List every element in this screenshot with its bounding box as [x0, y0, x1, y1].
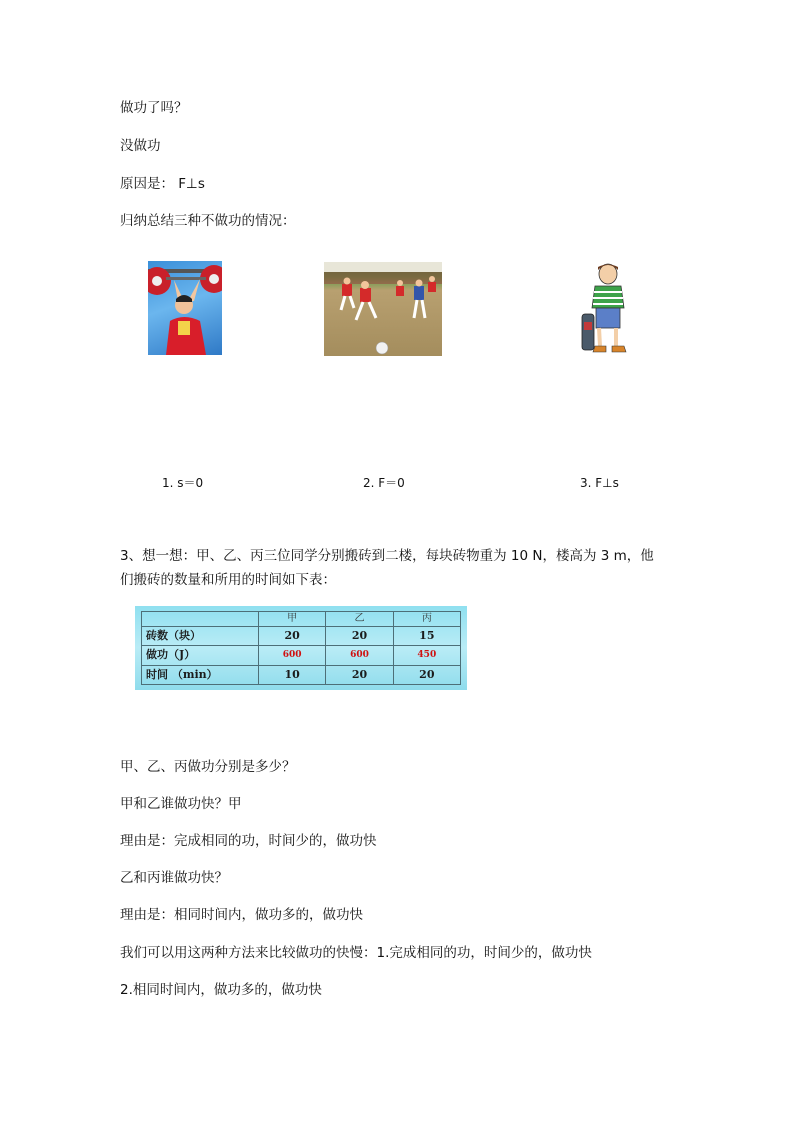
reason-yi-bing: 理由是：相同时间内，做功多的，做功快: [120, 907, 363, 923]
table-header-cell: 乙: [326, 612, 393, 627]
weightlifter-image: [148, 261, 222, 355]
table-cell: 600: [259, 646, 326, 665]
question-jia-yi: 甲和乙谁做功快？甲: [120, 796, 242, 812]
table-row: [142, 627, 461, 646]
brick-work-table: [141, 611, 461, 685]
table-header-cell: [142, 612, 259, 627]
soccer-players-image: [324, 262, 442, 356]
table-header-row: [142, 612, 461, 627]
table-cell: 20: [326, 627, 393, 646]
row-label: 砖数（块）: [142, 627, 259, 646]
question-work-amounts: 甲、乙、丙做功分别是多少？: [120, 759, 296, 775]
reason-perpendicular: 原因是： F⊥s: [120, 176, 205, 192]
table-cell: 20: [393, 665, 460, 684]
table-row: [142, 665, 461, 684]
answer-no-work: 没做功: [120, 138, 161, 154]
think-question-cont: 们搬砖的数量和所用的时间如下表：: [120, 572, 336, 588]
table-cell: 20: [326, 665, 393, 684]
table-cell: 600: [326, 646, 393, 665]
table-header-cell: 甲: [259, 612, 326, 627]
table-cell: 10: [259, 665, 326, 684]
case-label-3: 3. F⊥s: [580, 476, 619, 490]
table-row: [142, 646, 461, 665]
think-question: 3、想一想：甲、乙、丙三位同学分别搬砖到二楼，每块砖物重为 10 N，楼高为 3 m，他: [120, 548, 654, 564]
row-label: 做功（J）: [142, 646, 259, 665]
reason-jia-yi: 理由是：完成相同的功，时间少的，做功快: [120, 833, 377, 849]
boy-with-bag-image: [578, 262, 638, 358]
table-cell: 20: [259, 627, 326, 646]
table-header-cell: 丙: [393, 612, 460, 627]
case-label-2: 2. F＝0: [363, 476, 405, 490]
question-did-work: 做功了吗？: [120, 100, 188, 116]
table-cell: 450: [393, 646, 460, 665]
methods-line-2: 2.相同时间内，做功多的，做功快: [120, 982, 322, 998]
row-label: 时间 （min）: [142, 665, 259, 684]
case-label-1: 1. s＝0: [162, 476, 204, 490]
question-yi-bing: 乙和丙谁做功快？: [120, 870, 228, 886]
table-cell: 15: [393, 627, 460, 646]
summary-heading: 归纳总结三种不做功的情况：: [120, 213, 296, 229]
methods-line-1: 我们可以用这两种方法来比较做功的快慢：1.完成相同的功，时间少的，做功快: [120, 945, 592, 961]
brick-work-table-image: [135, 606, 467, 690]
